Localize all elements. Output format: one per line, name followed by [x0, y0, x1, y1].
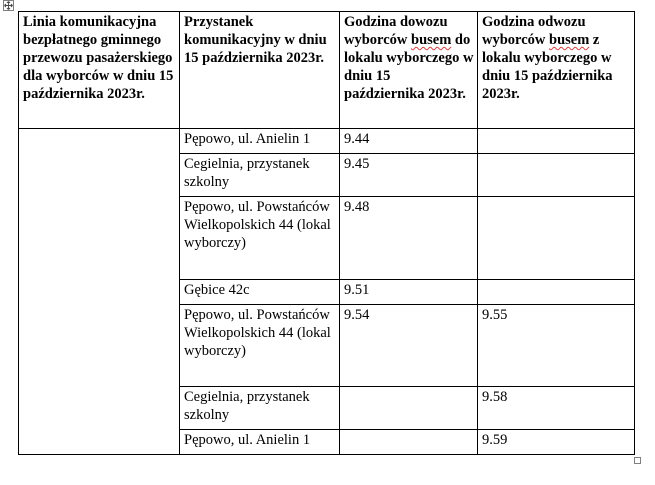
departure-cell[interactable] [478, 197, 635, 280]
arrival-cell[interactable] [340, 430, 478, 455]
header-departure-before: Godzina odwozu wyborców [482, 14, 586, 48]
stop-cell[interactable]: Pępowo, ul. Powstańców Wielkopolskich 44 (lokal wyborczy) [180, 197, 340, 280]
header-line[interactable]: Linia komunikacyjna bezpłatnego gminnego przewozu pasażerskiego dla wyborców w dniu 15 października 2023r. [19, 12, 180, 129]
stop-cell[interactable]: Pępowo, ul. Powstańców Wielkopolskich 44 (lokal wyborczy) [180, 305, 340, 387]
header-arrival-after: do lokalu wyborczego w dniu 15 października 2023r. [344, 32, 474, 102]
arrival-cell[interactable] [340, 387, 478, 430]
arrival-cell[interactable]: 9.48 [340, 197, 478, 280]
header-arrival-marked-word: busem [411, 32, 452, 48]
line-cell[interactable] [19, 129, 180, 455]
departure-cell[interactable]: 9.55 [478, 305, 635, 387]
header-departure[interactable] [478, 12, 635, 129]
departure-cell[interactable] [478, 154, 635, 197]
bus-schedule-table [18, 11, 635, 455]
header-departure-marked-word: busem [549, 32, 590, 48]
header-arrival-before: Godzina dowozu wyborców [344, 14, 448, 48]
arrival-cell[interactable]: 9.44 [340, 129, 478, 154]
arrival-cell[interactable]: 9.54 [340, 305, 478, 387]
stop-cell[interactable]: Pępowo, ul. Anielin 1 [180, 129, 340, 154]
arrival-cell[interactable]: 9.51 [340, 280, 478, 305]
header-row [19, 12, 635, 129]
departure-cell[interactable]: 9.59 [478, 430, 635, 455]
stop-cell[interactable]: Cegielnia, przystanek szkolny [180, 154, 340, 197]
stop-cell[interactable]: Pępowo, ul. Anielin 1 [180, 430, 340, 455]
stop-cell[interactable]: Cegielnia, przystanek szkolny [180, 387, 340, 430]
move-arrows-icon [4, 1, 13, 10]
header-arrival[interactable] [340, 12, 478, 129]
departure-cell[interactable] [478, 129, 635, 154]
arrival-cell[interactable]: 9.45 [340, 154, 478, 197]
departure-cell[interactable] [478, 280, 635, 305]
header-stop[interactable]: Przystanek komunikacyjny w dniu 15 października 2023r. [180, 12, 340, 129]
departure-cell[interactable]: 9.58 [478, 387, 635, 430]
stop-cell[interactable]: Gębice 42c [180, 280, 340, 305]
table-row [19, 129, 635, 154]
header-departure-after: z lokalu wyborczego w dniu 15 października 2023r. [482, 32, 613, 102]
table-resize-handle[interactable] [634, 457, 641, 464]
table-move-handle[interactable] [3, 0, 14, 11]
